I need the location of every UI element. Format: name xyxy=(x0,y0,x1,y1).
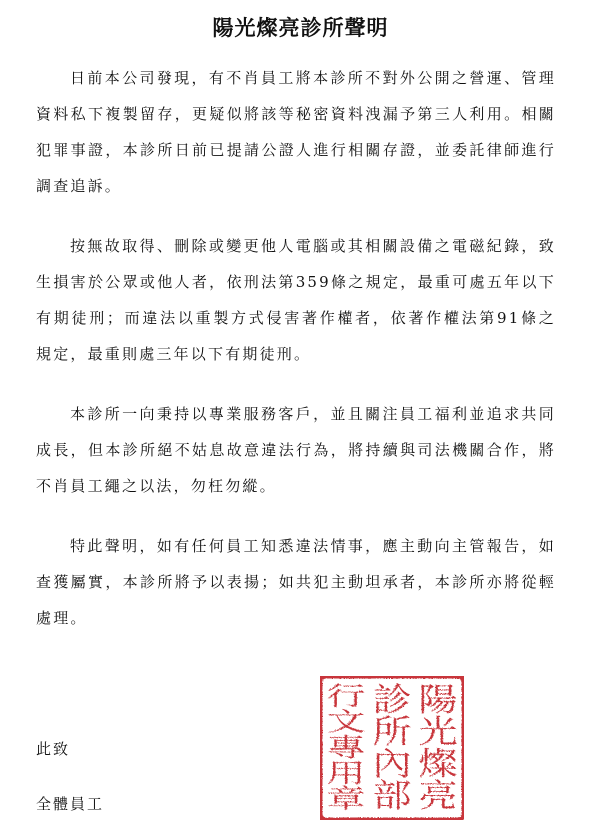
closing-salutation: 此致 xyxy=(36,740,71,758)
seal-glyph: 內 xyxy=(372,745,412,783)
seal-glyph: 用 xyxy=(326,757,366,789)
seal-glyph: 行 xyxy=(326,681,366,712)
paragraph-4: 特此聲明，如有任何員工知悉違法情事，應主動向主管報告，如查獲屬實，本診所將予以表揚；如共犯主動坦承者，本診所亦將從輕處理。 xyxy=(36,537,556,627)
clinic-seal-stamp xyxy=(316,672,468,824)
seal-glyph: 燦 xyxy=(418,745,458,783)
closing-recipient: 全體員工 xyxy=(36,795,105,813)
seal-glyph: 診 xyxy=(372,681,412,719)
seal-glyph: 文 xyxy=(326,706,366,737)
seal-glyph: 部 xyxy=(372,777,412,815)
seal-glyphs xyxy=(326,681,457,814)
paragraph-1: 日前本公司發現，有不肖員工將本診所不對外公開之營運、管理資料私下複製留存，更疑似將該等秘密資料洩漏予第三人利用。相關犯罪事證，本診所日前已提請公證人進行相關存證，並委託律師進行調查追訴。 xyxy=(36,69,556,195)
paragraph-3: 本診所一向秉持以專業服務客戶，並且關注員工福利並追求共同成長，但本診所絕不姑息故意違法行為，將持續與司法機關合作，將不肖員工繩之以法，勿枉勿縱。 xyxy=(36,405,556,495)
paragraph-2: 按無故取得、刪除或變更他人電腦或其相關設備之電磁紀錄，致生損害於公眾或他人者，依刑法第359條之規定，最重可處五年以下有期徒刑；而違法以重製方式侵害著作權者，依著作權法第91條之規定，最重則處三年以下有期徒刑。 xyxy=(36,237,556,363)
seal-glyph: 光 xyxy=(418,713,458,751)
seal-glyph: 亮 xyxy=(418,777,458,815)
page-title: 陽光燦亮診所聲明 xyxy=(212,15,389,40)
seal-glyph: 專 xyxy=(326,732,366,763)
seal-glyph: 陽 xyxy=(418,681,458,719)
seal-glyph: 章 xyxy=(326,783,366,814)
seal-glyph: 所 xyxy=(372,713,412,751)
statement-body xyxy=(36,60,556,660)
